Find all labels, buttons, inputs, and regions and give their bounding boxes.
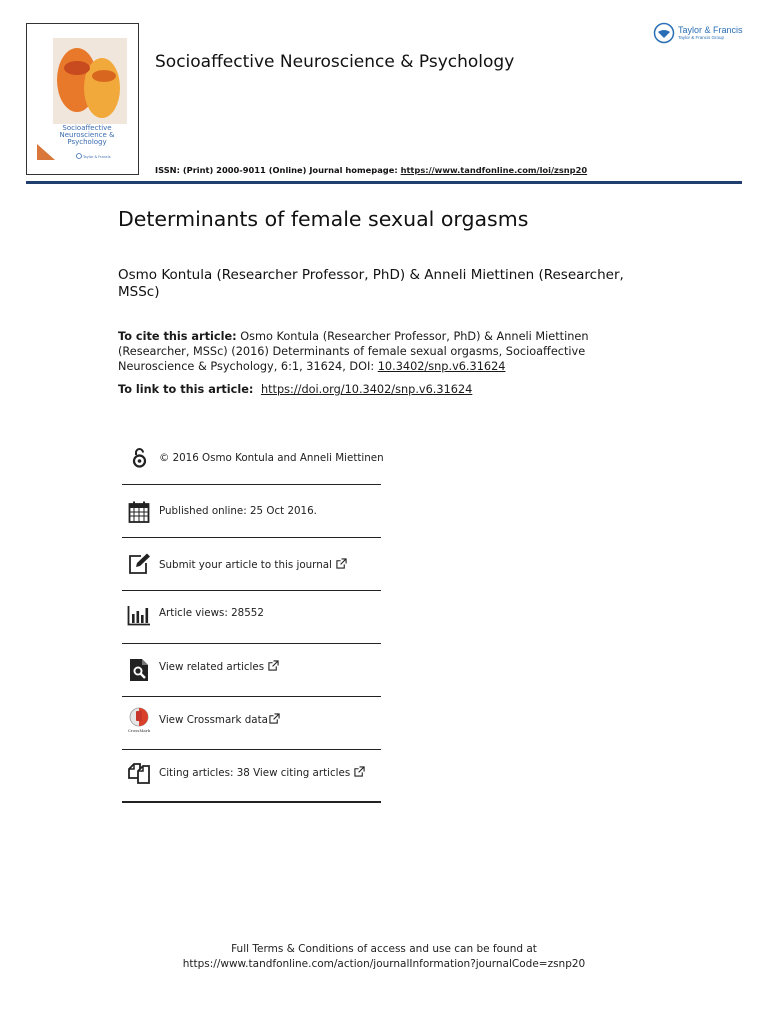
- citing-articles-icon: [127, 761, 151, 785]
- external-link-icon: [269, 713, 280, 724]
- info-item-copyright: [122, 432, 384, 485]
- article-doi-url[interactable]: https://doi.org/10.3402/snp.v6.31624: [260, 383, 473, 396]
- crossmark-caption: CrossMark: [127, 728, 151, 733]
- article-link-label: To link to this article:: [118, 383, 258, 396]
- journal-homepage-link[interactable]: https://www.tandfonline.com/loi/zsnp20: [400, 165, 588, 175]
- article-link-line: [118, 383, 472, 396]
- open-access-icon: [127, 446, 151, 470]
- crossmark-label: View Crossmark data: [159, 714, 268, 726]
- taylor-francis-emblem-icon: [653, 22, 675, 44]
- info-item-published: [122, 485, 381, 538]
- external-link-icon: [354, 766, 365, 777]
- published-date-label: Published online: 25 Oct 2016.: [159, 505, 317, 517]
- journal-cover-image: [26, 23, 139, 175]
- external-link-icon: [336, 558, 347, 569]
- issn-line: [155, 165, 587, 175]
- doi-link[interactable]: 10.3402/snp.v6.31624: [377, 360, 506, 373]
- calendar-icon: [127, 500, 151, 524]
- related-articles-label: View related articles: [159, 661, 265, 673]
- citation-label: To cite this article:: [118, 330, 237, 343]
- issn-text: ISSN: (Print) 2000-9011 (Online) Journal homepage:: [155, 165, 401, 175]
- divider: [122, 801, 381, 803]
- header-divider: [26, 181, 742, 184]
- cover-title-line: Neuroscience &: [59, 131, 115, 139]
- info-item-citing[interactable]: [122, 750, 381, 803]
- crossmark-icon: [127, 707, 151, 733]
- citation-block: [118, 329, 663, 374]
- crossmark-link[interactable]: [159, 713, 280, 726]
- article-title: Determinants of female sexual orgasms: [118, 207, 529, 231]
- footer-terms-url[interactable]: https://www.tandfonline.com/action/journalInformation?journalCode=zsnp20: [182, 958, 586, 970]
- article-info-list: [122, 432, 384, 803]
- info-item-views: [122, 591, 381, 644]
- submit-article-label: Submit your article to this journal: [159, 559, 332, 571]
- info-item-crossmark[interactable]: [122, 697, 381, 750]
- cover-title-line: Socioaffective: [62, 124, 112, 132]
- citing-articles-label: Citing articles: 38 View citing articles: [159, 767, 351, 779]
- search-document-icon: [127, 658, 151, 682]
- publisher-name: Taylor & Francis: [678, 24, 743, 35]
- citation-text: Osmo Kontula (Researcher Professor, PhD) & Anneli Miettinen (Researcher, MSSc) (2016) Determinants of female sexual orgasms, Socioaffective Neuroscience & Psychology, 6:1, 31624, DOI:: [118, 330, 589, 373]
- related-articles-link[interactable]: [159, 660, 279, 673]
- citing-articles-link[interactable]: [159, 766, 365, 779]
- publisher-tagline: Taylor & Francis Group: [678, 34, 725, 40]
- info-item-submit[interactable]: [122, 538, 381, 591]
- external-link-icon: [268, 660, 279, 671]
- bar-chart-icon: [127, 603, 151, 627]
- edit-icon: [127, 552, 151, 576]
- taylor-francis-logo[interactable]: [653, 22, 743, 44]
- footer: [0, 942, 768, 972]
- submit-article-link[interactable]: [159, 558, 347, 571]
- info-item-related[interactable]: [122, 644, 381, 697]
- cover-publisher: Taylor & Francis: [83, 155, 111, 159]
- footer-terms-line: Full Terms & Conditions of access and use can be found at: [231, 943, 537, 955]
- article-views-label: Article views: 28552: [159, 607, 264, 619]
- journal-title: Socioaffective Neuroscience & Psychology: [155, 52, 515, 72]
- cover-title-line: Psychology: [67, 138, 107, 146]
- copyright-label: © 2016 Osmo Kontula and Anneli Miettinen: [159, 452, 384, 464]
- article-authors: Osmo Kontula (Researcher Professor, PhD) & Anneli Miettinen (Researcher, MSSc): [118, 267, 624, 300]
